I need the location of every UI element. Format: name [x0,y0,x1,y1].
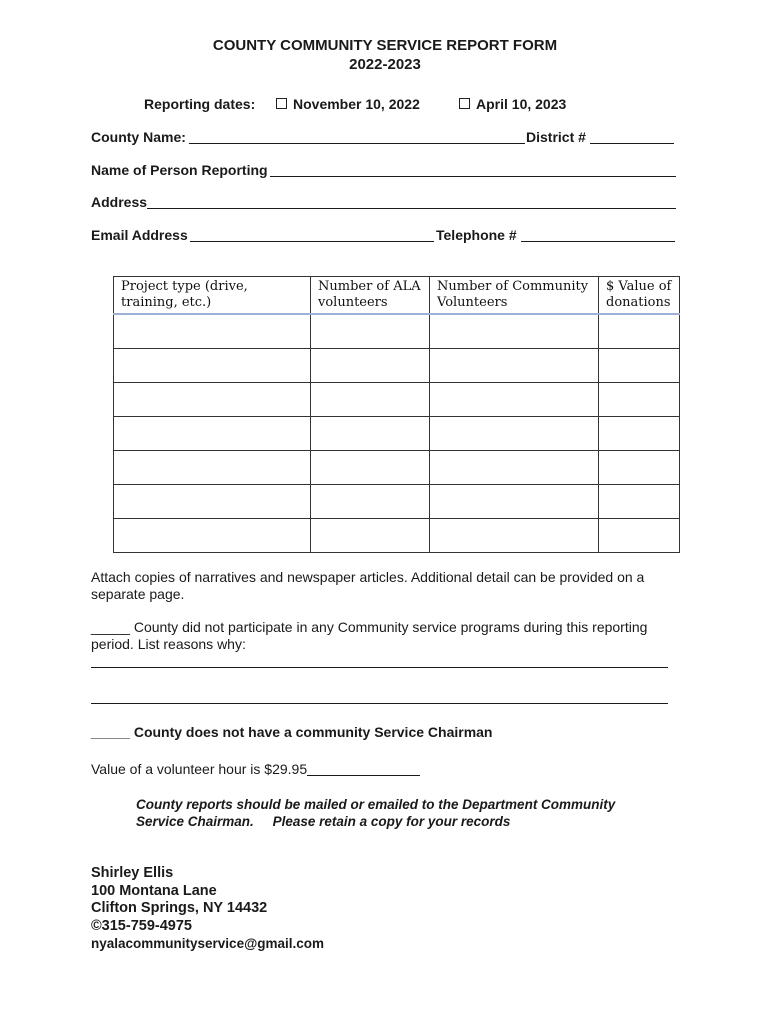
table-cell[interactable] [114,519,311,553]
not-participate-statement [91,619,671,653]
table-row [114,485,680,519]
table-cell[interactable] [311,451,430,485]
district-label: District # [526,129,586,145]
table-cell[interactable] [114,485,311,519]
reporting-date-2-option[interactable] [459,96,566,112]
telephone-field[interactable] [521,241,675,242]
header-ala-volunteers: Number of ALA volunteers [311,277,430,315]
county-name-field[interactable] [189,143,525,144]
table-cell[interactable] [599,417,680,451]
table-cell[interactable] [114,451,311,485]
table-cell[interactable] [311,485,430,519]
reason-line-1[interactable] [91,667,668,668]
table-cell[interactable] [430,485,599,519]
reporting-date-2-label: April 10, 2023 [476,96,567,112]
table-cell[interactable] [430,451,599,485]
table-row [114,383,680,417]
person-reporting-field[interactable] [270,176,676,177]
table-cell[interactable] [114,349,311,383]
reporting-dates-label: Reporting dates: [144,96,256,112]
checkbox-date-2[interactable] [459,98,470,109]
person-reporting-label: Name of Person Reporting [91,162,268,178]
volunteer-hour-field[interactable] [307,775,420,776]
contact-email[interactable]: nyalacommunityservice@gmail.com [91,936,325,952]
retain-note: Please retain a copy for your records [272,814,511,829]
attach-instructions: Attach copies of narratives and newspaper articles. Additional detail can be provided on a separate page. [91,569,645,602]
table-cell[interactable] [311,417,430,451]
reporting-date-1-label: November 10, 2022 [293,96,420,112]
table-cell[interactable] [599,314,680,349]
table-cell[interactable] [599,451,680,485]
no-chairman-blank[interactable]: _____ [91,724,130,740]
form-year: 2022-2023 [349,56,421,73]
table-cell[interactable] [311,314,430,349]
table-cell[interactable] [430,349,599,383]
table-cell[interactable] [599,519,680,553]
table-row [114,314,680,349]
contact-street: 100 Montana Lane [91,882,217,899]
reporting-date-1-option[interactable] [276,96,420,112]
table-cell[interactable] [599,485,680,519]
table-cell[interactable] [114,417,311,451]
not-participate-text: County did not participate in any Community service programs during this reporting period. List reasons why: [91,619,648,652]
volunteer-hour-label: Value of a volunteer hour is $29.95 [91,761,308,777]
mail-instructions [136,796,656,830]
table-row [114,451,680,485]
table-row [114,519,680,553]
table-cell[interactable] [311,519,430,553]
table-cell[interactable] [430,314,599,349]
table-cell[interactable] [430,383,599,417]
address-label: Address [91,194,148,210]
reason-line-2[interactable] [91,703,668,704]
project-table [113,276,680,553]
table-cell[interactable] [311,383,430,417]
contact-phone: ©315-759-4975 [91,917,192,934]
table-cell[interactable] [114,314,311,349]
not-participate-blank[interactable]: _____ [91,619,130,635]
table-header-row [114,277,680,315]
county-name-label: County Name: [91,129,186,145]
form-title: COUNTY COMMUNITY SERVICE REPORT FORM [212,37,558,54]
header-donation-value: $ Value of donations [599,277,680,315]
telephone-label: Telephone # [436,227,517,243]
email-field[interactable] [190,241,434,242]
address-field[interactable] [147,208,676,209]
table-cell[interactable] [311,349,430,383]
table-cell[interactable] [114,383,311,417]
no-chairman-text: County does not have a community Service Chairman [133,724,493,740]
header-community-volunteers: Number of Community Volunteers [430,277,599,315]
header-project-type: Project type (drive, training, etc.) [114,277,311,315]
table-cell[interactable] [599,383,680,417]
checkbox-date-1[interactable] [276,98,287,109]
district-field[interactable] [590,143,674,144]
table-cell[interactable] [430,417,599,451]
contact-name: Shirley Ellis [91,865,174,881]
mail-note: County reports should be mailed or emailed to the Department Community Service Chairman. [136,797,616,829]
table-cell[interactable] [430,519,599,553]
table-row [114,349,680,383]
no-chairman-statement [91,724,492,740]
table-row [114,417,680,451]
table-cell[interactable] [599,349,680,383]
email-label: Email Address [91,227,188,243]
contact-city: Clifton Springs, NY 14432 [91,900,268,917]
